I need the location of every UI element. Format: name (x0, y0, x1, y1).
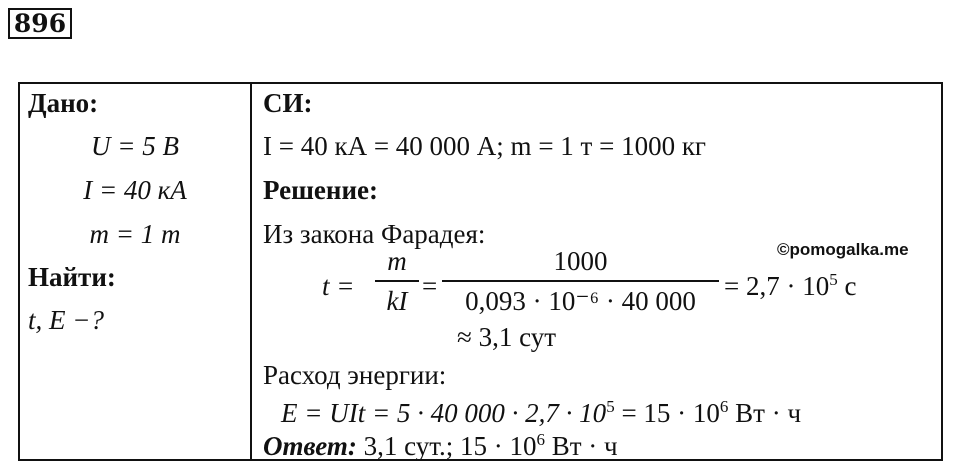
energy-intro: Расход энергии: (263, 360, 447, 390)
given-title: Дано: (28, 88, 99, 118)
energy-unit: Вт · ч (728, 398, 802, 428)
watermark: ©pomogalka.me (777, 240, 909, 259)
time-exponent: 5 (829, 270, 838, 289)
given-voltage: U = 5 В (91, 131, 179, 161)
si-conversion: I = 40 кА = 40 000 А; m = 1 т = 1000 кг (263, 131, 707, 161)
time-result-value: = 2,7 · 10 (724, 271, 830, 301)
energy-exponent-1: 5 (606, 397, 615, 416)
frac1-line (375, 280, 419, 282)
time-result (724, 271, 856, 301)
find-value: t, E −? (28, 305, 104, 335)
answer-text: 3,1 сут.; 15 · 10 (356, 431, 537, 461)
answer-unit: Вт · ч (545, 431, 618, 461)
frac2-numerator: 1000 (553, 246, 608, 276)
equals-sign: = (422, 271, 438, 301)
energy-expression: E = UIt = 5 · 40 000 · 2,7 · 10 (281, 398, 607, 428)
answer-label: Ответ: (263, 431, 357, 461)
frac1-numerator: m (387, 246, 407, 276)
time-approx: ≈ 3,1 сут (457, 322, 556, 352)
solution-table (18, 82, 943, 461)
energy-exponent-2: 6 (719, 397, 729, 416)
frac2-denominator: 0,093 · 10⁻⁶ · 40 000 (465, 286, 696, 316)
given-current: I = 40 кА (83, 175, 187, 205)
find-title: Найти: (28, 262, 116, 292)
problem-number: 896 (8, 8, 72, 39)
frac2-line (442, 280, 719, 282)
answer-line (263, 431, 618, 461)
energy-mid: = 15 · 10 (614, 398, 720, 428)
solution-title: Решение: (263, 175, 378, 205)
time-unit: с (837, 271, 857, 301)
faraday-intro: Из закона Фарадея: (263, 219, 486, 249)
frac1-denominator: kI (386, 286, 408, 316)
time-lhs: t = (322, 271, 355, 301)
column-divider (250, 84, 252, 459)
answer-exponent: 6 (536, 430, 545, 449)
energy-formula (281, 398, 801, 428)
given-mass: m = 1 т (89, 219, 181, 249)
si-title: СИ: (263, 88, 313, 118)
